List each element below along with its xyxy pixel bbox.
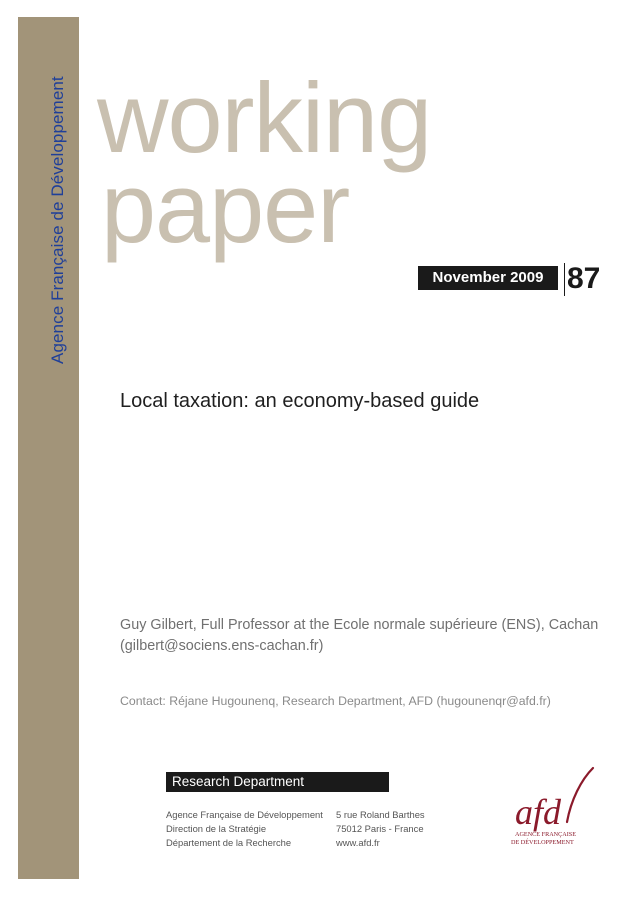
logo-line-1: Agence Française — [515, 831, 577, 838]
issue-number: 87 — [567, 262, 601, 295]
address-left-line: Département de la Recherche — [166, 837, 292, 848]
address-left-line: Direction de la Stratégie — [166, 823, 267, 834]
address-right-line: 5 rue Roland Barthes — [336, 809, 425, 820]
address-right-line: 75012 Paris - France — [336, 823, 424, 834]
address-right — [336, 808, 425, 850]
heading-working: working — [97, 62, 432, 173]
date-badge: November 2009 — [418, 266, 558, 290]
logo-line-2: de Développement — [511, 839, 574, 846]
research-department-label: Research Department — [166, 772, 389, 792]
logo-mark: afd — [515, 792, 562, 832]
website-link[interactable]: www.afd.fr — [336, 837, 380, 848]
contact-line: Contact: Réjane Hugounenq, Research Department, AFD (hugounenqr@afd.fr) — [120, 694, 551, 708]
address-left-line: Agence Française de Développement — [166, 809, 323, 820]
paper-title: Local taxation: an economy-based guide — [120, 390, 480, 412]
address-left — [166, 808, 323, 850]
afd-logo — [505, 760, 600, 852]
author-name-line: Guy Gilbert, Full Professor at the Ecole normale supérieure (ENS), Cachan — [120, 617, 599, 633]
author-block — [120, 615, 625, 657]
logo-swoosh — [567, 768, 593, 822]
author-email-line[interactable]: (gilbert@sociens.ens-cachan.fr) — [120, 638, 324, 654]
sidebar-org-name: Agence Française de Développement — [48, 76, 67, 364]
heading-paper: paper — [101, 152, 350, 263]
issue-divider — [564, 263, 565, 296]
